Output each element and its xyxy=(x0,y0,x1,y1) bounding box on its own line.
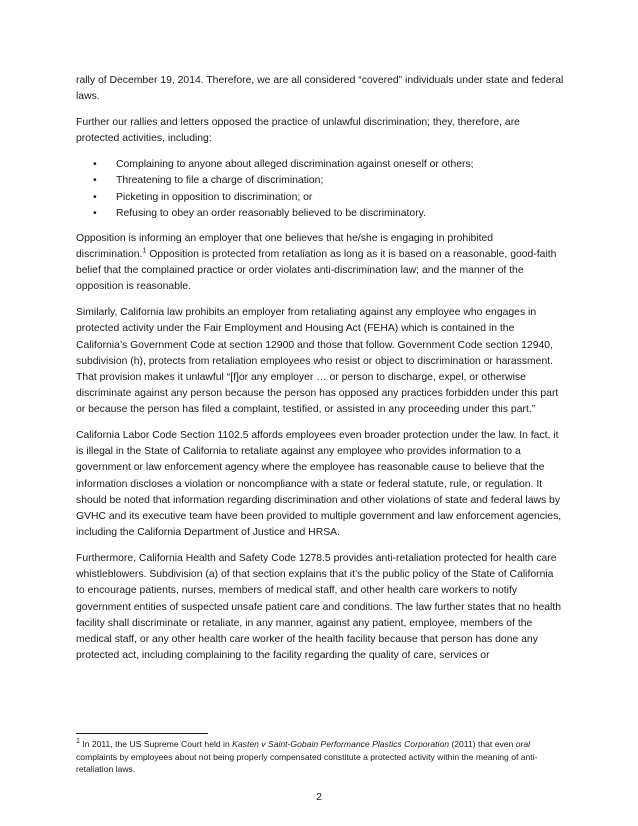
protected-activities-list xyxy=(76,157,564,223)
paragraph-opposition-text-a: Opposition is informing an employer that one believes that he/she is engaging in prohibited discrimination. xyxy=(76,232,494,261)
list-item-text: Threatening to file a charge of discrimination; xyxy=(116,175,324,187)
bullet-icon: • xyxy=(93,208,97,220)
footnote-text-3: complaints by employees about not being properly compensated constitute a protected activity within the meaning of anti-retaliation laws. xyxy=(76,751,538,774)
footnote-oral: oral xyxy=(515,739,531,749)
paragraph-health-safety-code: Furthermore, California Health and Safety Code 1278.5 provides anti-retaliation protected for health care whistleblowers. Subdivision (a) of that section explains that it’s the public policy of the State of California to encourage patients, nurses, members of medical staff, and other health care workers to notify government entities of suspected unsafe patient care and conditions. The law further states that no health facility shall discriminate or retaliate, in any manner, against any patient, employee, members of the medical staff, or any other health care worker of the health facility because that person has done any protected act, including complaining to the facility regarding the quality of care, services or xyxy=(76,552,562,662)
footnote-reference: 1 xyxy=(142,247,147,255)
list-item xyxy=(76,173,564,190)
body-text xyxy=(76,73,564,674)
list-item-text: Refusing to obey an order reasonably believed to be discriminatory. xyxy=(116,208,426,220)
paragraph-opposition-text-b: Opposition is protected from retaliation as long as it is based on a reasonable, good-faith belief that the complained practice or order violates anti-discrimination law; and the manner of the opposition is reasonable. xyxy=(76,249,557,293)
paragraph-covered-individuals: rally of December 19, 2014. Therefore, we are all considered “covered” individuals under state and federal laws. xyxy=(76,75,564,103)
page-number: 2 xyxy=(316,792,322,803)
list-item-text: Complaining to anyone about alleged discrimination against oneself or others; xyxy=(116,158,474,170)
list-item xyxy=(76,206,564,223)
list-item-text: Picketing in opposition to discrimination; or xyxy=(116,191,313,203)
bullet-icon: • xyxy=(93,191,97,203)
bullet-icon: • xyxy=(93,175,97,187)
footnote-text-2: (2011) that even xyxy=(449,739,516,749)
paragraph-feha: Similarly, California law prohibits an employer from retaliating against any employee who engages in protected activity under the Fair Employment and Housing Act (FEHA) which is contained in the California’s Government Code at section 12900 and those that follow. Government Code section 12940, subdivision (h), protects from retaliation employees who resist or object to discrimination or harassment. That provision makes it unlawful “[f]or any employer … or person to discharge, expel, or otherwise discriminate against any person because the person has opposed any practices forbidden under this part or because the person has filed a complaint, testified, or assisted in any proceeding under this part.” xyxy=(76,307,559,416)
list-item xyxy=(76,190,564,207)
paragraph-protected-activities: Further our rallies and letters opposed the practice of unlawful discrimination; they, therefore, are protected activities, including: xyxy=(76,116,520,145)
footnote-case-name: Kasten v Saint-Gobain Performance Plastics Corporation xyxy=(232,739,449,749)
paragraph-labor-code: California Labor Code Section 1102.5 affords employees even broader protection under the law. In fact, it is illegal in the State of California to retaliate against any employee who provides information to a government or law enforcement agency where the employee has reasonable cause to believe that the information discloses a violation or noncompliance with a state or federal statute, rule, or regulation. It should be noted that information regarding discrimination and other violations of state and federal laws by GVHC and its executive team have been provided to multiple government and law enforcement agencies, including the California Department of Justice and HRSA. xyxy=(76,430,562,539)
bullet-icon: • xyxy=(93,158,97,170)
footnote-divider xyxy=(76,733,208,734)
footnote-text-1: In 2011, the US Supreme Court held in xyxy=(79,739,233,749)
footnote xyxy=(76,738,564,776)
footnote-number: 1 xyxy=(76,738,80,746)
paragraph-opposition xyxy=(76,231,564,296)
list-item xyxy=(76,157,564,174)
